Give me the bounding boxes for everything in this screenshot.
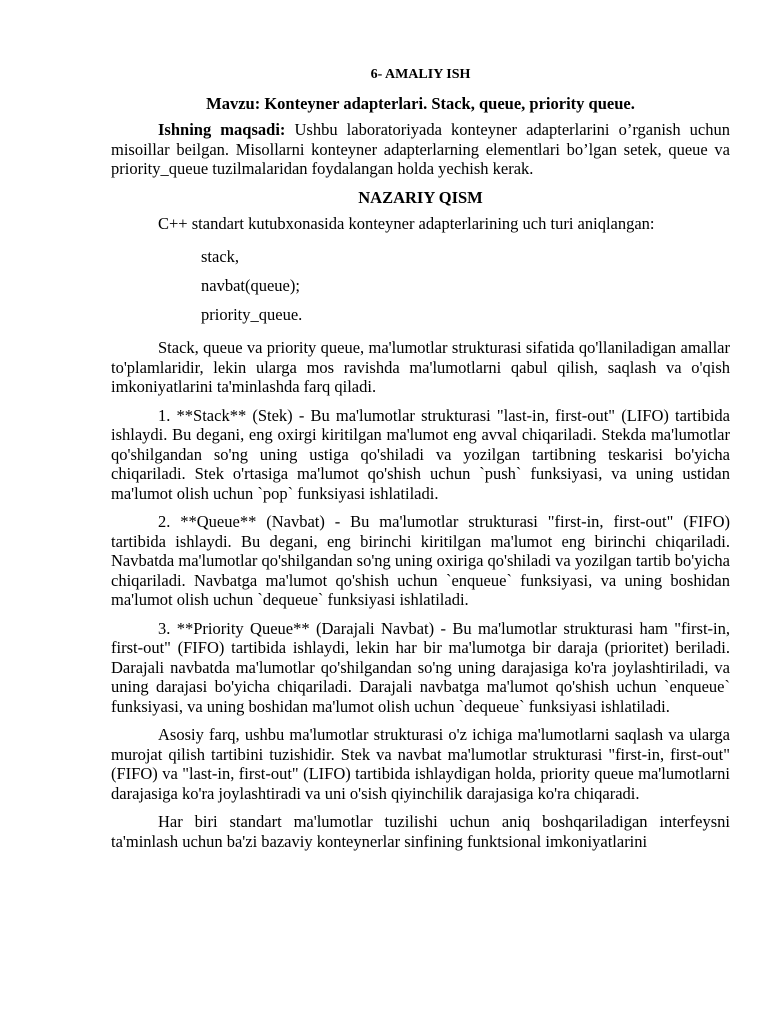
overview-paragraph: Stack, queue va priority queue, ma'lumotlar strukturasi sifatida qo'llaniladigan amallar to'plamlaridir, lekin ularga mos ravishda ma'lumotlarni qabul qilish, saqlash va o'qish imkoniyatlarini ta'minlashda farq qiladi. xyxy=(111,338,730,396)
interface-paragraph: Har biri standart ma'lumotlar tuzilishi uchun aniq boshqariladigan interfeysni ta'minlash uchun ba'zi bazaviy konteynerlar sinfining funktsional imkoniyatlarini xyxy=(111,812,730,851)
aim-text: Ushbu laboratoriyada konteyner adapterlarini o’rganish uchun misoillar beilgan. Misollarni konteyner adapterlarning elementlari bo’lgan setek, queue va priority_queue tuzilmalaridan foydalangan holda yechish kerak. xyxy=(111,120,731,178)
section-title: NAZARIY QISM xyxy=(358,187,483,207)
adapter-item-stack: stack, xyxy=(201,247,240,266)
topic-heading: Mavzu: Konteyner adapterlari. Stack, queue, priority queue. xyxy=(206,94,635,113)
aim-label: Ishning maqsadi: xyxy=(158,120,286,139)
stack-paragraph: 1. **Stack** (Stek) - Bu ma'lumotlar strukturasi "last-in, first-out" (LIFO) tartibida ishlaydi. Bu degani, eng oxirgi kiritilgan ma'lumot eng avval chiqariladi. Stekda ma'lumotlar qo'shilgandan so'ng uning ustiga qo'shiladi va yozilgan tartibning teskarisi bo'yicha chiqariladi. Stek o'rtasiga ma'lumot qo'shish uchun `push` funksiyasi, va uning ustidan ma'lumot olish uchun `pop` funksiyasi ishlatiladi. xyxy=(111,405,730,503)
intro-paragraph: C++ standart kutubxonasida konteyner adapterlarining uch turi aniqlangan: xyxy=(158,213,655,233)
adapter-list xyxy=(111,242,730,329)
difference-paragraph: Asosiy farq, ushbu ma'lumotlar strukturasi o'z ichiga ma'lumotlarni saqlash va ularga murojat qilish tartibini tuzishidir. Stek va navbat ma'lumotlar strukturasi "first-in, first-out" (FIFO) va "last-in, first-out" (LIFO) tartibida ishlaydigan holda, priority queue ma'lumotlarni darajasiga ko'ra joylashtiradi va uni o'sish qiyinchilik darajasiga ko'ra chiqaradi. xyxy=(111,725,730,803)
lab-title: 6- AMALIY ISH xyxy=(370,67,471,82)
adapter-item-queue: navbat(queue); xyxy=(201,276,300,295)
adapter-item-priority-queue: priority_queue. xyxy=(201,305,303,324)
queue-paragraph: 2. **Queue** (Navbat) - Bu ma'lumotlar strukturasi "first-in, first-out" (FIFO) tartibida ishlaydi. Bu degani, eng birinchi kiritilgan ma'lumot eng birinchi chiqariladi. Navbatda ma'lumotlar qo'shilgandan so'ng uning oxiriga qo'shiladi va yozilgan tartib bo'yicha chiqariladi. Navbatga ma'lumot qo'shish uchun `enqueue` funksiyasi, va uning boshidan ma'lumot olish uchun `dequeue` funksiyasi ishlatiladi. xyxy=(111,512,730,609)
aim-paragraph xyxy=(111,120,730,179)
priority-queue-paragraph: 3. **Priority Queue** (Darajali Navbat) - Bu ma'lumotlar strukturasi ham "first-in, first-out" (FIFO) tartibida ishlaydi, lekin har bir ma'lumotga bir daraja (prioritet) beriladi. Darajali navbatda ma'lumotlar qo'shilgandan so'ng uning darajasiga ko'ra joylashtiriladi, va uning darajasi bo'yicha chiqariladi. Darajali navbatga ma'lumot qo'shish uchun `enqueue` funksiyasi, va uning boshidan ma'lumot olish uchun `dequeue` funksiyasi ishlatiladi. xyxy=(111,618,730,716)
